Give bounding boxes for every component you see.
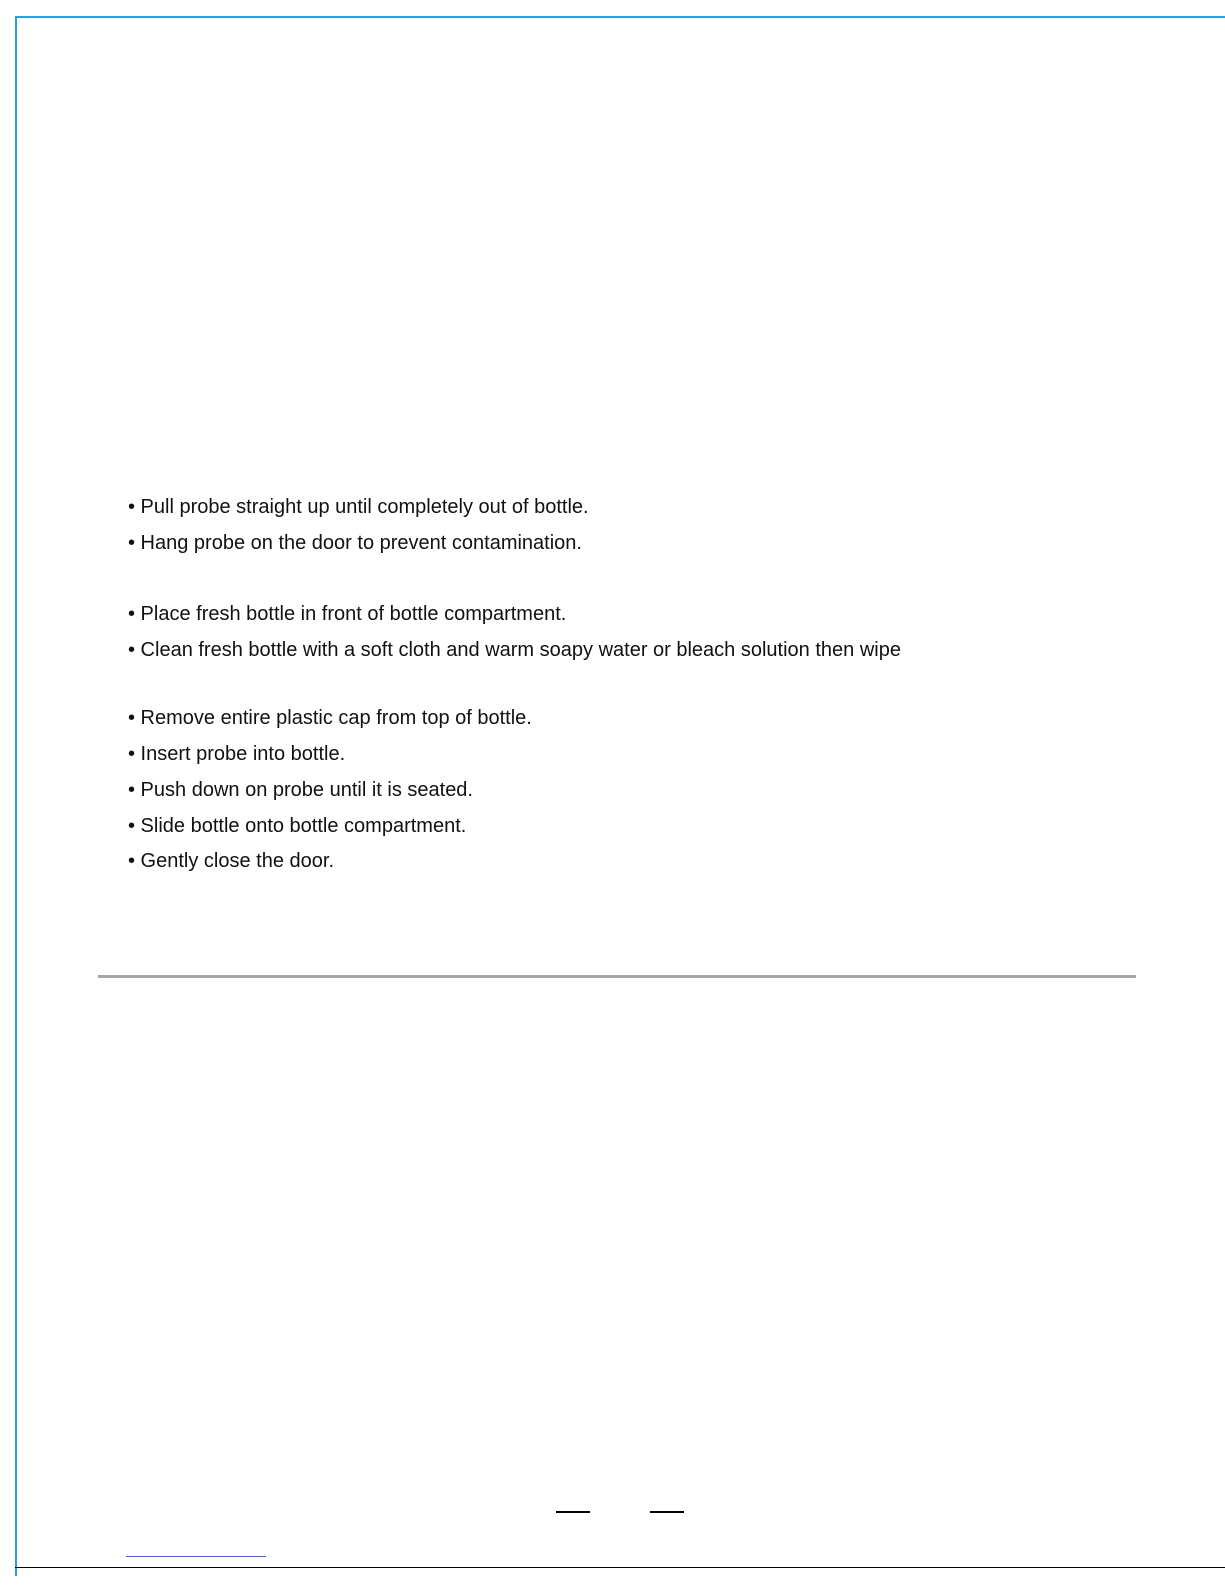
page-number-dash-left [556,1511,590,1513]
step-push-probe: • Push down on probe until it is seated. [128,779,473,801]
step-insert-probe: • Insert probe into bottle. [128,743,346,765]
page-number-dash-right [650,1511,684,1513]
step-clean-bottle: • Clean fresh bottle with a soft cloth and warm soapy water or bleach solution then wipe [128,639,901,661]
step-close-door: • Gently close the door. [128,850,335,872]
step-remove-cap: • Remove entire plastic cap from top of bottle. [128,707,532,729]
step-pull-probe: • Pull probe straight up until completely out of bottle. [128,496,589,518]
page-bottom-edge [15,1567,1225,1568]
step-hang-probe: • Hang probe on the door to prevent contamination. [128,532,582,554]
step-place-bottle: • Place fresh bottle in front of bottle compartment. [128,603,567,625]
section-divider [98,975,1136,978]
footer-link-underline [126,1556,266,1557]
step-slide-bottle: • Slide bottle onto bottle compartment. [128,815,467,837]
